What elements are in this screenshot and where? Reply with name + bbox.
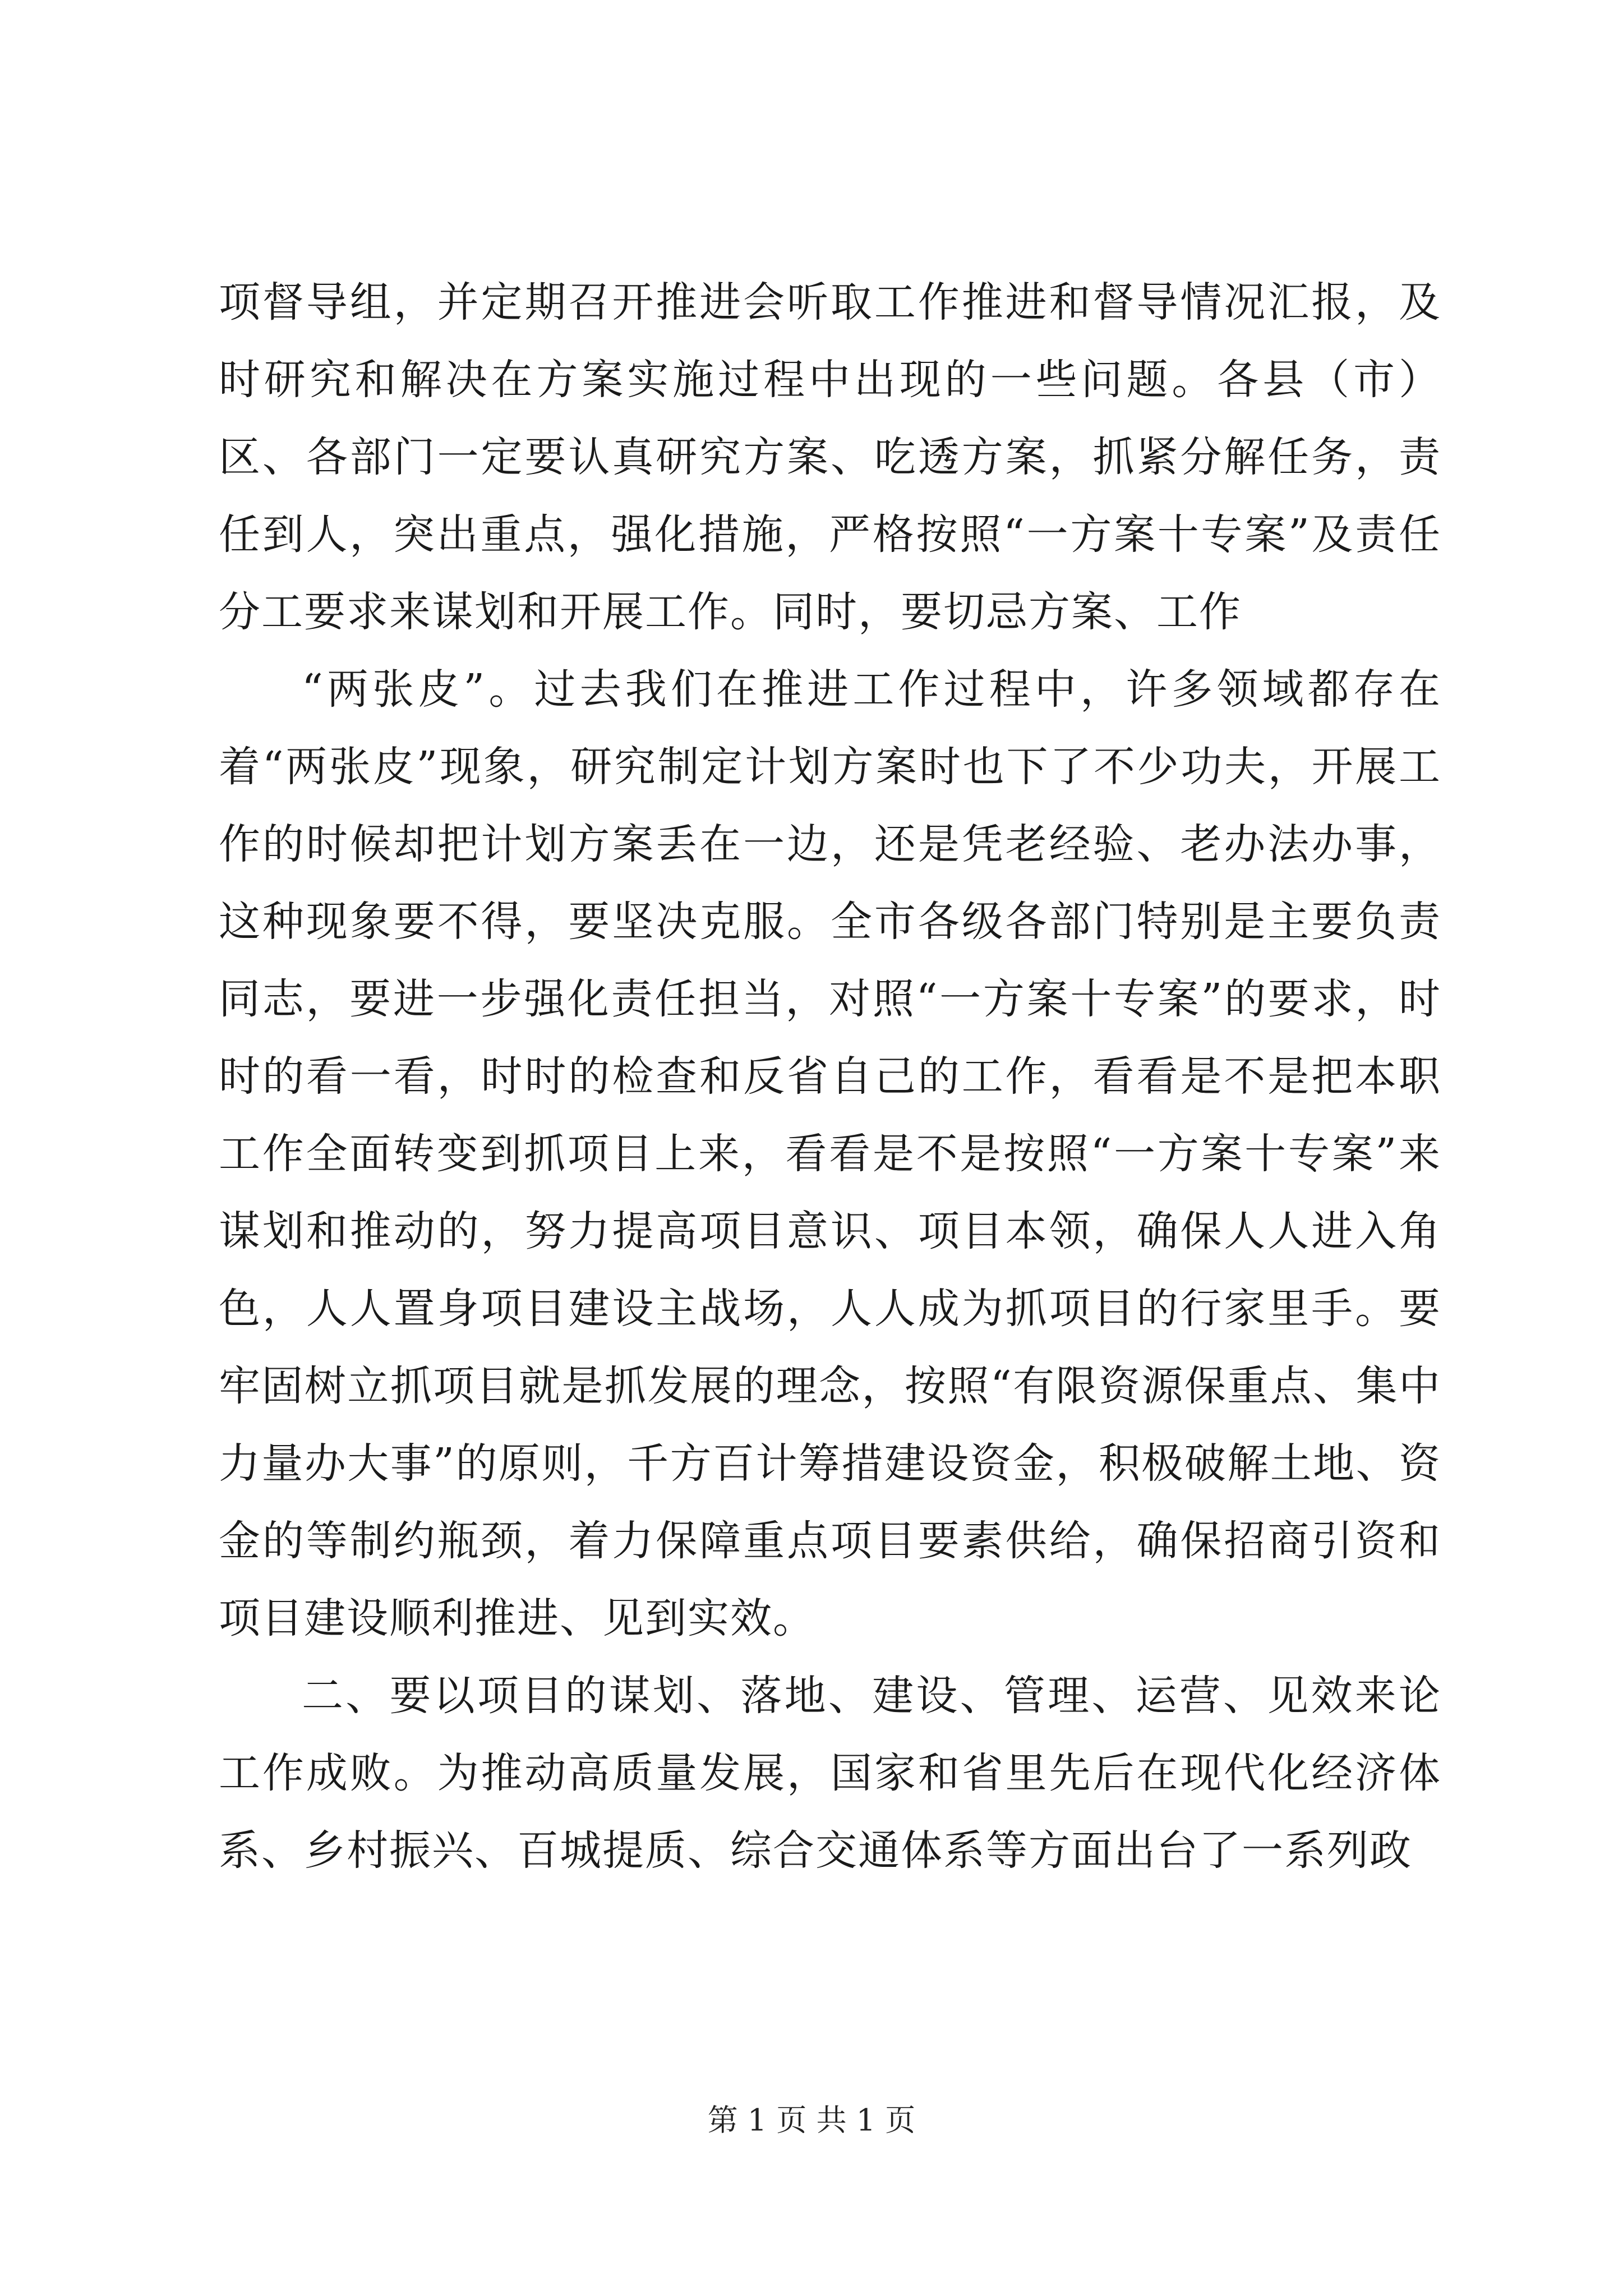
paragraph-1: 项督导组，并定期召开推进会听取工作推进和督导情况汇报，及时研究和解决在方案实施过程中出现的一些问题。各县（市）区、各部门一定要认真研究方案、吃透方案，抓紧分解任务，责任到人，突出重点，强化措施，严格按照“一方案十专案”及责任分工要求来谋划和开展工作。同时，要切忌方案、工作	[219, 278, 1441, 636]
page-footer: 第 1 页 共 1 页	[707, 2102, 916, 2138]
paragraph-2: “两张皮”。过去我们在推进工作过程中，许多领域都存在着“两张皮”现象，研究制定计划方案时也下了不少功夫，开展工作的时候却把计划方案丢在一边，还是凭老经验、老办法办事，这种现象要不得，要坚决克服。全市各级各部门特别是主要负责同志，要进一步强化责任担当，对照“一方案十专案”的要求，时时的看一看，时时的检查和反省自己的工作，看看是不是把本职工作全面转变到抓项目上来，看看是不是按照“一方案十专案”来谋划和推动的，努力提高项目意识、项目本领，确保人人进入角色，人人置身项目建设主战场，人人成为抓项目的行家里手。要牢固树立抓项目就是抓发展的理念，按照“有限资源保重点、集中力量办大事”的原则，千方百计筹措建设资金，积极破解土地、资金的等制约瓶颈，着力保障重点项目要素供给，确保招商引资和项目建设顺利推进、见到实效。	[219, 665, 1441, 1642]
document-body	[219, 264, 1441, 1889]
paragraph-3: 二、要以项目的谋划、落地、建设、管理、运营、见效来论工作成败。为推动高质量发展，国家和省里先后在现代化经济体系、乡村振兴、百城提质、综合交通体系等方面出台了一系列政	[219, 1672, 1441, 1875]
